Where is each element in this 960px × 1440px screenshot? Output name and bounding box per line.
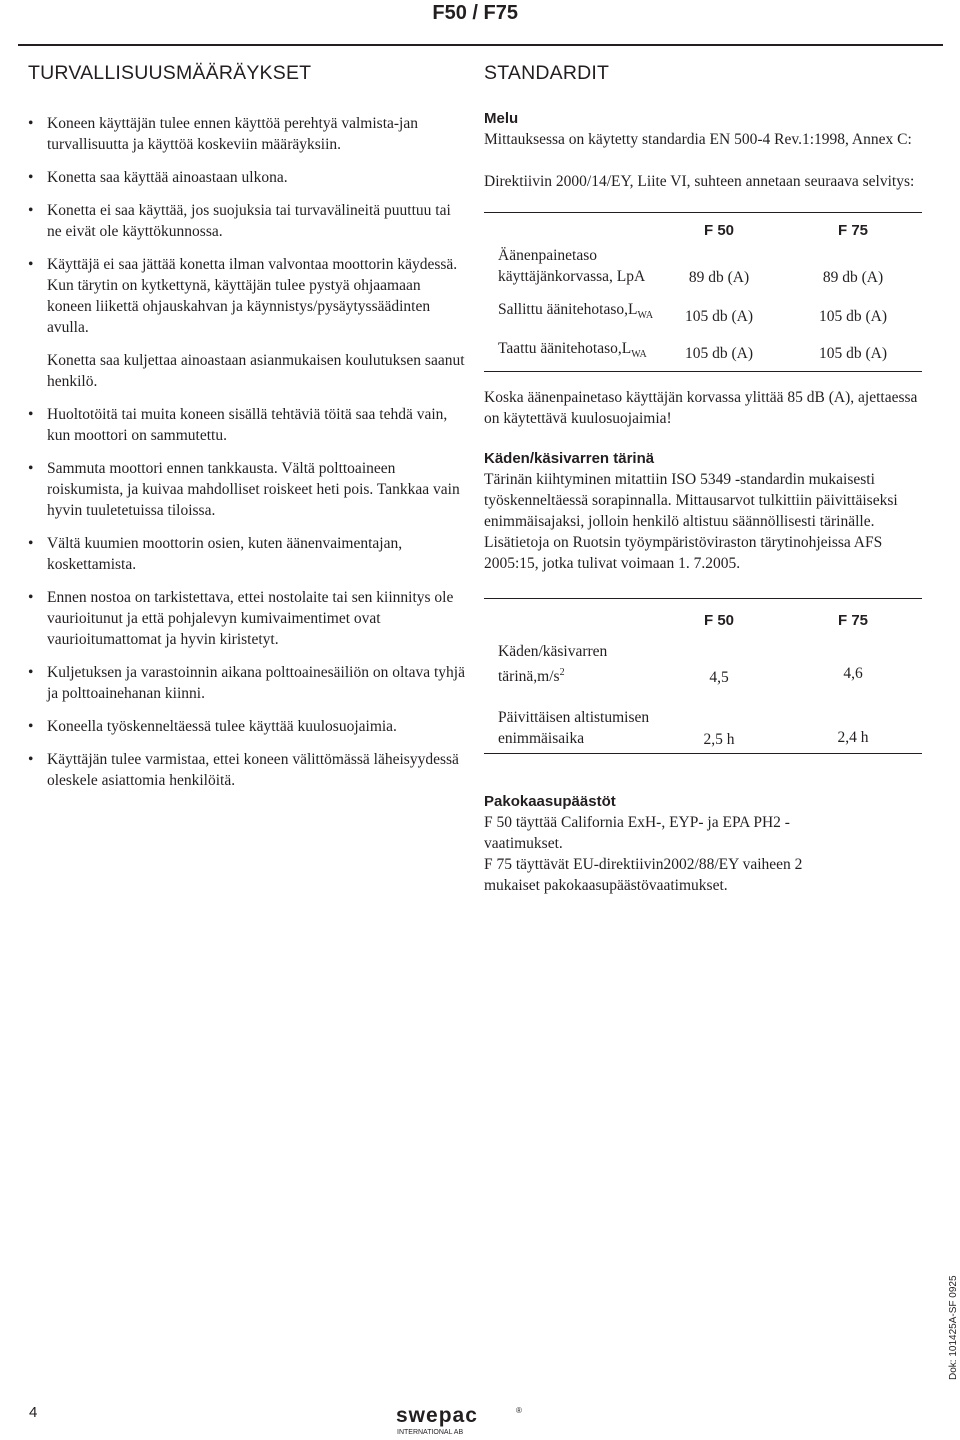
noise-row-f50: 105 db (A) bbox=[684, 308, 754, 326]
safety-rule-text: Konetta saa kuljettaa ainoastaan asianmukaisen koulutuksen saanut henkilö. bbox=[47, 352, 465, 390]
standards-section bbox=[484, 62, 924, 896]
noise-row-f50: 105 db (A) bbox=[684, 345, 754, 363]
safety-rule-item bbox=[28, 404, 468, 446]
noise-directive-text: Direktiivin 2000/14/EY, Liite VI, suhteen annetaan seuraava selvitys: bbox=[484, 173, 915, 190]
vib-col-f75: F 75 bbox=[837, 612, 868, 630]
safety-rule-text: Kuljetuksen ja varastoinnin aikana polttoainesäiliön on oltava tyhjä ja polttoainehanan kiinni. bbox=[47, 664, 465, 702]
vib-row-f75: 4,6 bbox=[843, 665, 863, 683]
safety-rule-text: Huoltotöitä tai muita koneen sisällä tehtäviä töitä saa tehdä vain, kun moottori on sammutettu. bbox=[47, 406, 448, 444]
hearing-protection-note: Koska äänenpainetaso käyttäjän korvassa ylittää 85 dB (A), ajettaessa on käytettävä kuulosuojaimia! bbox=[484, 389, 918, 428]
safety-rule-text: Sammuta moottori ennen tankkausta. Vältä polttoaineen roiskumista, ja kuivaa mahdolliset roiskeet heti pois. Tankkaa vain hyvin tuuletetuissa tiloissa. bbox=[47, 460, 460, 519]
vibration-text: Tärinän kiihtyminen mitattiin ISO 5349 -standardin mukaisesti työskenneltäessä sorapinnalla. Mittausarvot tulkittiin päivittäiseksi enimmäisajaksi, jolloin henkilö altistuu säännöllisesti tärinälle. Lisätietoja on Ruotsin työympäristöviraston tärytinohjeissa AFS 2005:15, jotka tulivat voimaan 1. 7.2005. bbox=[484, 471, 898, 573]
safety-rule-item bbox=[28, 113, 468, 155]
vib-row-f50: 2,5 h bbox=[703, 731, 735, 749]
swepac-logo-mark bbox=[396, 1405, 526, 1435]
safety-rule-item bbox=[28, 200, 468, 242]
safety-rule-item bbox=[28, 533, 468, 575]
bullet-icon: • bbox=[28, 256, 34, 273]
safety-section bbox=[28, 62, 468, 803]
safety-rule-text: Koneella työskenneltäessä tulee käyttää kuulosuojaimia. bbox=[47, 718, 397, 735]
noise-row-label: Taattu $äänitehotaso,L_{WA}$ bbox=[498, 340, 647, 361]
bullet-icon: • bbox=[28, 751, 34, 768]
bullet-icon: • bbox=[28, 460, 34, 477]
safety-rule-text: Käyttäjän tulee varmistaa, ettei koneen välittömässä läheisyydessä oleskele asiattomia henkilöitä. bbox=[47, 751, 459, 789]
vib-row-label: Käden/käsivarren $tärinä,m/s^2$ bbox=[498, 643, 608, 686]
bullet-icon: • bbox=[28, 718, 34, 735]
exhaust-subheading: Pakokaasupäästöt bbox=[484, 793, 616, 811]
vibration-subheading: Käden/käsivarren tärinä bbox=[484, 450, 655, 468]
exhaust-f75-text: F 75 täyttävät EU-direktiivin2002/88/EY vaiheen 2 mukaiset pakokaasupäästövaatimukset. bbox=[484, 856, 803, 895]
document-code: Dok: 101425A-SF 0925 bbox=[948, 1275, 959, 1380]
noise-row-f75: 105 db (A) bbox=[818, 308, 888, 326]
noise-row-f75: 105 db (A) bbox=[818, 345, 888, 363]
bullet-icon: • bbox=[28, 664, 34, 681]
exhaust-f50-text: F 50 täyttää California ExH-, EYP- ja EPA PH2 - vaatimukset. bbox=[484, 814, 790, 853]
vib-row-f75: 2,4 h bbox=[837, 729, 869, 747]
noise-row-f50: 89 db (A) bbox=[688, 269, 750, 286]
bullet-icon: • bbox=[28, 406, 34, 423]
safety-rule-text: Konetta saa käyttää ainoastaan ulkona. bbox=[47, 169, 288, 186]
bullet-icon: • bbox=[28, 535, 34, 552]
safety-rule-item bbox=[28, 350, 468, 392]
noise-col-f50: F 50 bbox=[703, 222, 734, 239]
noise-subheading: Melu bbox=[484, 110, 519, 127]
safety-rule-item bbox=[28, 749, 468, 791]
safety-rule-item bbox=[28, 587, 468, 650]
svg-text:INTERNATIONAL AB: INTERNATIONAL AB bbox=[397, 1429, 464, 1435]
bullet-icon: • bbox=[28, 169, 34, 186]
safety-rule-item bbox=[28, 167, 468, 188]
safety-rule-text: Ennen nostoa on tarkistettava, ettei nostolaite tai sen kiinnitys ole vaurioitunut ja että pohjalevyn kumivaimentimet ovat vaurioitumattomat ja hyvin kiristetyt. bbox=[47, 589, 454, 648]
page-number: 4 bbox=[29, 1404, 38, 1421]
page-header-title: F50 / F75 bbox=[432, 2, 518, 24]
safety-rule-item bbox=[28, 716, 468, 737]
vib-row-label: Päivittäisen altistumisen enimmäisaika bbox=[498, 709, 650, 748]
svg-text:swepac: swepac bbox=[396, 1405, 478, 1427]
noise-table bbox=[484, 212, 922, 372]
bullet-icon: • bbox=[28, 115, 34, 132]
vibration-table bbox=[484, 598, 922, 754]
noise-row-label: Äänenpainetaso käyttäjänkorvassa, LpA bbox=[498, 247, 646, 285]
safety-rule-item bbox=[28, 458, 468, 521]
noise-col-f75: F 75 bbox=[837, 222, 868, 239]
svg-text:®: ® bbox=[516, 1406, 522, 1415]
bullet-icon: • bbox=[28, 202, 34, 219]
safety-heading: TURVALLISUUSMÄÄRÄYKSET bbox=[28, 62, 312, 84]
vib-col-f50: F 50 bbox=[703, 612, 734, 630]
safety-rule-text: Koneen käyttäjän tulee ennen käyttöä perehtyä valmista-jan turvallisuutta ja käyttöä koskeviin määräyksiin. bbox=[47, 115, 418, 153]
vib-row-f50: 4,5 bbox=[709, 669, 729, 687]
safety-rule-item bbox=[28, 254, 468, 338]
noise-row-f75: 89 db (A) bbox=[822, 269, 884, 286]
safety-rule-text: Vältä kuumien moottorin osien, kuten äänenvaimentajan, koskettamista. bbox=[47, 535, 403, 573]
bullet-icon: • bbox=[28, 589, 34, 606]
safety-rule-text: Käyttäjä ei saa jättää konetta ilman valvontaa moottorin käydessä. Kun tärytin on kytkettynä, käyttäjän tulee pystyä ohjaamaan koneen liikettä ohjauskahvan ja käynnistys/pysäytyssäädinten avulla. bbox=[47, 256, 458, 336]
safety-rules-list bbox=[28, 113, 468, 791]
noise-row-label: Sallittu $äänitehotaso,L_{WA}$ bbox=[498, 301, 654, 322]
standards-heading: STANDARDIT bbox=[484, 62, 610, 84]
header-divider bbox=[18, 44, 943, 46]
safety-rule-text: Konetta ei saa käyttää, jos suojuksia tai turvavälineitä puuttuu tai ne eivät ole käyttökunnossa. bbox=[47, 202, 451, 240]
safety-rule-item bbox=[28, 662, 468, 704]
noise-standard-text: Mittauksessa on käytetty standardia EN 500-4 Rev.1:1998, Annex C: bbox=[484, 131, 912, 148]
